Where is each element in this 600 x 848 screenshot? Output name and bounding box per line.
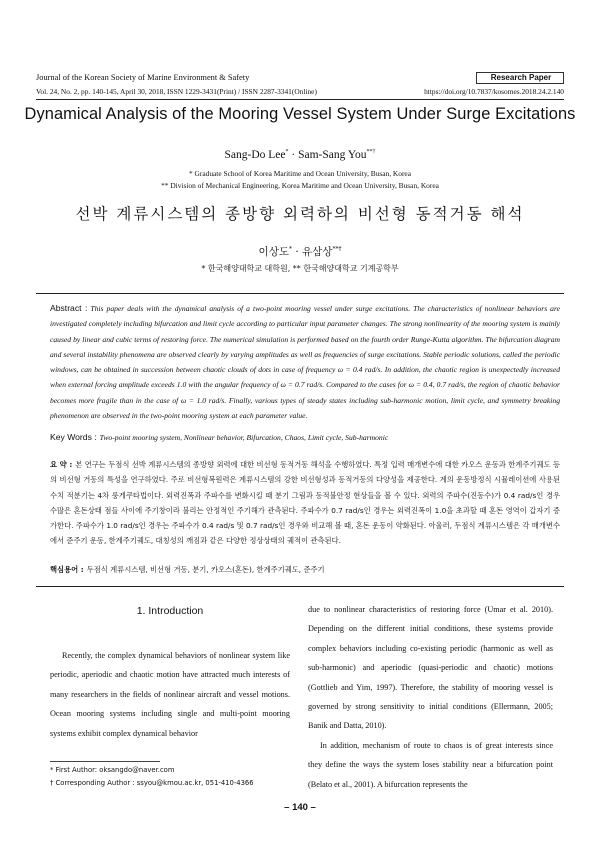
abstract-rule-bottom <box>36 586 564 587</box>
footnote-first-author: * First Author: oksangdo@naver.com <box>50 766 175 774</box>
abstract <box>50 301 560 423</box>
intro-right-paragraph-2: In addition, mechanism of route to chaos is of great interests since they define the ways the system loses stability near a bifurcation point (Belato et al., 2001). A bifurcation represents the <box>308 740 553 789</box>
author-ko-separator: · <box>291 246 302 258</box>
abstract-label: Abstract : <box>50 303 88 313</box>
authors-ko <box>0 244 600 259</box>
keywords <box>50 432 560 442</box>
keywords-text: Two-point mooring system, Nonlinear behavior, Bifurcation, Chaos, Limit cycle, Sub-harmonic <box>99 433 389 442</box>
keywords-ko-text: 두점식 계류시스템, 비선형 거동, 분기, 카오스(혼돈), 한계주기궤도, 준주기 <box>86 565 325 574</box>
intro-left-paragraph: Recently, the complex dynamical behaviors of nonlinear system like periodic, aperiodic and chaotic motion have attracted much interests of many researchers in the fields of nonlinear aircraft and vessel motions. Ocean mooring systems including single and multi-point mooring systems exhibit complex dynamical behavior <box>50 651 290 738</box>
keywords-ko-label: 핵심용어 : <box>50 565 84 574</box>
summary-ko <box>50 457 560 549</box>
footnote-rule <box>50 761 160 762</box>
journal-name: Journal of the Korean Society of Marine Environment & Safety <box>36 73 250 82</box>
page-number: – 140 – <box>284 802 316 813</box>
doi-link[interactable]: https://doi.org/10.7837/kosomes.2018.24.2.140 <box>424 87 564 96</box>
abstract-text: This paper deals with the dynamical analysis of a two-point mooring vessel under surge excitations. The characteristics of nonlinear behaviors are investigated completely including bifurcation and limit cycle according to particular input parameter changes. The strong nonlinearity of the mooring system is mainly caused by linear and cubic terms of restoring force. The numerical simulation is performed based on the fourth order Runge-Kutta algorithm. The bifurcation diagram and several instability phenomena are observed clearly by varying amplitudes as well as frequencies of surge excitations. Stable periodic solutions, called the periodic windows, can be obtained in succession between chaotic clouds of dots in case of frequency ω = 0.4 rad/s. In addition, the chaotic region is unexpectedly increased when external forcing amplitude exceeds 1.0 with the angular frequency of ω = 0.7 rad/s. Compared to the cases for ω = 0.4, 0.7 rad/s, the region of chaotic behavior becomes more fragile than in the case of ω = 1.0 rad/s. Finally, various types of steady states including sub-harmonic motion, limit cycle, and symmetry breaking phenomenon are observed in the two-point mooring system at each parameter value. <box>50 304 561 421</box>
intro-right-paragraph-1: due to nonlinear characteristics of restoring force (Umar et al. 2010). Depending on the different initial conditions, these systems provide complex behaviors including co-existing periodic (harmonic as well as sub-harmonic) and aperiodic (quasi-periodic and chaotic) motions (Gottlieb and Yim, 1997). Therefore, the stability of mooring vessel is governed by strong sensitivity to initial conditions (Ellermann, 2005; Banik and Datta, 2010). <box>308 605 553 731</box>
author-2-mark: **† <box>366 149 376 156</box>
intro-left-column <box>50 646 290 743</box>
author-1-mark: * <box>285 149 289 156</box>
summary-ko-label: 요 약 : <box>50 460 73 469</box>
author-1-ko-mark: * <box>288 245 292 253</box>
section-title-introduction: 1. Introduction <box>136 605 204 617</box>
summary-ko-text: 본 연구는 두점식 선박 계류시스템의 종방향 외력에 대한 비선형 동적거동 해석을 수행하였다. 특정 입력 매개변수에 대한 카오스 운동과 한계주기궤도 등의 비선형 거동의 특성을 연구하였다. 주로 비선형복원력은 계류시스템의 강한 비선형성과 동적거동의 다양성을 제공한다. 계의 운동방정식 시뮬레이션에 사용된 수치 적분기는 4차 룽게쿠타법이다. 외력진폭과 주파수를 변화시킬 때 분기 그림과 동적불안정 현상들을 볼 수 있다. 외력의 주파수(진동수)가 0.4 rad/s인 경우 수많은 혼돈상태 점들 사이에 주기창이라 불리는 안정적인 주기해가 관측된다. 주파수가 0.7 rad/s인 경우는 외력진폭이 1.0을 초과할 때 혼돈 영역이 갑자기 증가한다. 주파수가 1.0 rad/s인 경우는 주파수가 0.4 rad/s 및 0.7 rad/s인 경우와 비교해 볼 때, 혼돈 운동이 약화된다. 아울러, 두점식 계류시스템은 각 매개변수에서 준주기 운동, 한계주기궤도, 대칭성의 깨짐과 같은 다양한 정상상태의 궤적이 관측된다. <box>50 460 560 546</box>
paper-title-ko: 선박 계류시스템의 종방향 외력하의 비선형 동적거동 해석 <box>75 205 525 223</box>
keywords-ko <box>50 565 560 575</box>
author-separator: · <box>288 149 299 161</box>
affiliation-2: ** Division of Mechanical Engineering, Korea Maritime and Ocean University, Busan, Korea <box>161 181 439 190</box>
author-1: Sang-Do Lee <box>224 149 286 161</box>
affiliations-ko: * 한국해양대학교 대학원, ** 한국해양대학교 기계공학부 <box>201 264 399 273</box>
author-2-ko: 유삼상 <box>302 246 333 258</box>
abstract-rule-top <box>36 293 564 294</box>
footnote-corresponding-author: † Corresponding Author : ssyou@kmou.ac.kr, 051-410-4366 <box>50 779 254 787</box>
paper-title-en: Dynamical Analysis of the Mooring Vessel System Under Surge Excitations <box>24 105 576 123</box>
intro-right-column <box>308 600 553 794</box>
article-type-badge: Research Paper <box>476 72 564 84</box>
affiliation-1: * Graduate School of Korea Maritime and Ocean University, Busan, Korea <box>189 169 411 178</box>
author-2: Sam-Sang You <box>298 149 367 161</box>
author-1-ko: 이상도 <box>258 246 289 258</box>
author-2-ko-mark: **† <box>332 245 342 253</box>
header-rule <box>36 99 564 100</box>
volume-info: Vol. 24, No. 2, pp. 140-145, April 30, 2018, ISSN 1229-3431(Print) / ISSN 2287-3341(Online) <box>36 87 317 96</box>
keywords-label: Key Words : <box>50 432 97 442</box>
authors-en <box>0 149 600 161</box>
